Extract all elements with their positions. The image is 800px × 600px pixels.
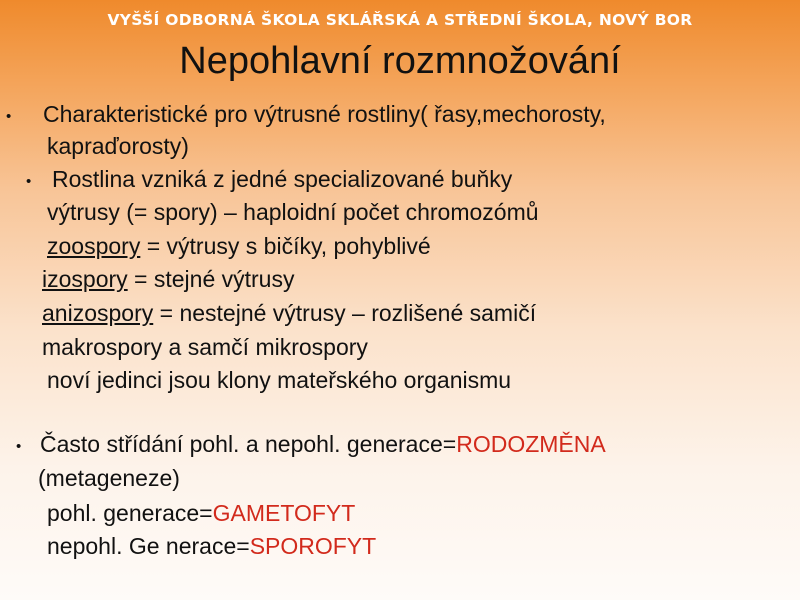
gametofyt-term: GAMETOFYT [212,500,356,526]
text-line-2: kapraďorosty) [47,133,189,159]
sporofyt-text: nepohl. Ge nerace= [47,533,250,559]
text-line-4: výtrusy (= spory) – haploidní počet chromozómů [47,199,539,225]
slide-title: Nepohlavní rozmnožování [179,40,621,82]
text-line-13 [47,532,376,560]
bullet-1: • [6,108,12,125]
bullet-2: • [26,173,32,190]
term-anizospory: anizospory [42,300,154,326]
text-line-12 [47,499,355,527]
rodozmena-text: Často střídání pohl. a nepohl. generace= [40,431,457,457]
term-izospory: izospory [42,266,128,292]
text-line-9: noví jedinci jsou klony mateřského organismu [47,367,512,393]
text-line-11: (metageneze) [38,465,180,491]
text-line-1: Charakteristické pro výtrusné rostliny( řasy,mechorosty, [43,101,606,127]
bullet-3: • [16,438,22,455]
text-line-5 [47,232,431,260]
term-zoospory: zoospory [47,233,141,259]
school-header: VYŠŠÍ ODBORNÁ ŠKOLA SKLÁŘSKÁ A STŘEDNÍ ŠKOLA, NOVÝ BOR [107,11,693,29]
definition-izospory: = stejné výtrusy [127,266,295,292]
definition-anizospory: = nestejné výtrusy – rozlišené samičí [153,300,537,326]
text-line-6 [42,265,294,293]
text-line-7 [42,299,536,327]
text-line-8: makrospory a samčí mikrospory [42,334,368,360]
sporofyt-term: SPOROFYT [249,533,377,559]
text-line-10 [40,430,606,458]
definition-zoospory: = výtrusy s bičíky, pohyblivé [140,233,431,259]
text-line-3: Rostlina vzniká z jedné specializované buňky [52,166,513,192]
rodozmena-term: RODOZMĚNA [456,431,606,457]
gametofyt-text: pohl. generace= [47,500,213,526]
